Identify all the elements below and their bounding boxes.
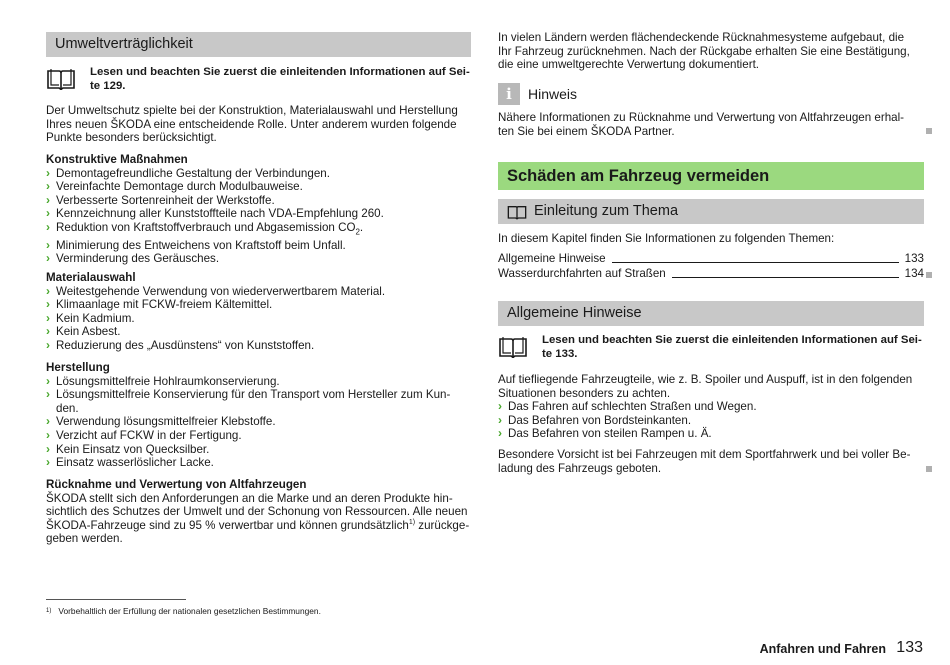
chevron-right-icon: ›	[46, 219, 50, 234]
book-icon	[507, 204, 527, 220]
group-heading: Materialauswahl	[46, 271, 136, 284]
footer-chapter-title: Anfahren und Fahren	[759, 642, 886, 656]
chevron-right-icon: ›	[46, 206, 50, 221]
chevron-right-icon: ›	[46, 337, 50, 352]
chevron-right-icon: ›	[46, 387, 50, 402]
list-item: › Demontagefreundliche Gestaltung der Verbindungen.	[46, 165, 330, 180]
end-marker	[926, 466, 932, 472]
book-icon	[46, 67, 76, 91]
list-item: › Verminderung des Geräusches.	[46, 251, 220, 266]
book-icon	[498, 335, 528, 359]
info-title: Hinweis	[528, 86, 578, 102]
list-item: › Kennzeichnung aller Kunststoffteile nach VDA-Empfehlung 260.	[46, 206, 384, 221]
list-item: › Lösungsmittelfreie Hohlraumkonservierung.	[46, 373, 280, 388]
end-marker	[926, 272, 932, 278]
chevron-right-icon: ›	[498, 412, 502, 427]
group-heading: Konstruktive Maßnahmen	[46, 153, 188, 166]
group-heading: Herstellung	[46, 361, 110, 374]
read-first-page-ref[interactable]: te 133.	[542, 347, 578, 360]
intro-paragraph: Der Umweltschutz spielte bei der Konstruktion, Materialauswahl und Herstellung Ihres neuen ŠKODA eine entscheidende Rolle. Unter anderem wurden folgende Punkte besonders berücksichtigt.	[46, 104, 458, 145]
list-item: › Klimaanlage mit FCKW-freiem Kältemittel.	[46, 297, 273, 312]
chevron-right-icon: ›	[46, 414, 50, 429]
intro-text: In diesem Kapitel finden Sie Informationen zu folgenden Themen:	[498, 232, 835, 245]
toc-entry[interactable]: Allgemeine Hinweise 133	[498, 252, 924, 265]
caution-paragraph: Besondere Vorsicht ist bei Fahrzeugen mit dem Sportfahrwerk und bei voller Be- ladung des Fahrzeugs geboten.	[498, 448, 911, 475]
footnote: $^{1)}$ Vorbehaltlich der Erfüllung der nationalen gesetzlichen Bestimmungen.	[46, 606, 321, 616]
read-first-note: Lesen und beachten Sie zuerst die einleitenden Informationen auf Sei- te 129.	[90, 66, 470, 92]
chevron-right-icon: ›	[46, 192, 50, 207]
chevron-right-icon: ›	[46, 251, 50, 266]
list-item: › Weitestgehende Verwendung von wiederverwertbarem Material.	[46, 283, 386, 298]
chevron-right-icon: ›	[498, 426, 502, 441]
group-materials	[46, 271, 471, 353]
group-recycling: Rücknahme und Verwertung von Altfahrzeugen ŠKODA stellt sich den Anforderungen an die Marke und an deren Produkte hin- sichtlich des Schutzes der Umwelt und der Schonung von Ressourcen. Alle neuen ŠKODA-Fahrzeuge sind zu 95 % verwertbar und können grundsätzlich$^{1)}$ zurückge- geben werden.	[46, 478, 470, 546]
general-heading: Allgemeine Hinweise	[498, 301, 924, 326]
footnote-marker[interactable]: 1)	[408, 518, 416, 526]
list-item: › Das Fahren auf schlechten Straßen und Wegen.	[498, 399, 757, 414]
footnote-divider	[46, 599, 186, 600]
info-icon: i	[498, 83, 520, 105]
chevron-right-icon: ›	[46, 237, 50, 252]
chevron-right-icon: ›	[46, 179, 50, 194]
general-paragraph: Auf tiefliegende Fahrzeugteile, wie z. B. Spoiler und Auspuff, ist in den folgenden Situationen besonders zu achten. › Das Fahren auf schlechten Straßen und Wegen. › Das Befahren von Bordsteinkanten. › Das Befahren von steilen Rampen u. Ä.	[498, 373, 924, 441]
list-item: › Minimierung des Entweichens von Kraftstoff beim Unfall.	[46, 237, 346, 252]
list-item: › Einsatz wasserlöslicher Lacke.	[46, 455, 214, 470]
section-heading-environment: Umweltverträglichkeit	[46, 32, 471, 57]
chevron-right-icon: ›	[46, 455, 50, 470]
list-item: › Das Befahren von Bordsteinkanten.	[498, 412, 692, 427]
page-number: 133	[896, 639, 923, 656]
list-item: › Reduktion von Kraftstoffverbrauch und Abgasemission $CO_2$.	[46, 221, 471, 239]
list-item: › Verzicht auf FCKW in der Fertigung.	[46, 427, 242, 442]
chevron-right-icon: ›	[46, 165, 50, 180]
list-item: › Das Befahren von steilen Rampen u. Ä.	[498, 426, 712, 441]
chevron-right-icon: ›	[46, 324, 50, 339]
chevron-right-icon: ›	[46, 441, 50, 456]
group-construction	[46, 153, 471, 266]
list-item: › Vereinfachte Demontage durch Modulbauweise.	[46, 179, 303, 194]
chevron-right-icon: ›	[498, 399, 502, 414]
read-first-note: Lesen und beachten Sie zuerst die einleitenden Informationen auf Sei- te 133.	[542, 334, 924, 361]
list-item: › Reduzierung des „Ausdünstens“ von Kunststoffen.	[46, 337, 315, 352]
list-item: › Verbesserte Sortenreinheit der Werkstoffe.	[46, 192, 275, 207]
list-item: › Kein Einsatz von Quecksilber.	[46, 441, 210, 456]
chevron-right-icon: ›	[46, 283, 50, 298]
chevron-right-icon: ›	[46, 297, 50, 312]
list-item: › Verwendung lösungsmittelfreier Klebstoffe.	[46, 414, 276, 429]
group-manufacturing	[46, 361, 471, 470]
chevron-right-icon: ›	[46, 373, 50, 388]
read-first-page-ref[interactable]: te 129.	[90, 79, 126, 92]
recycling-systems-paragraph: In vielen Ländern werden flächendeckende Rücknahmesysteme aufgebaut, die Ihr Fahrzeug zurücknehmen. Nach der Rückgabe erhalten Sie eine Bestätigung, die eine umweltgerechte Verwertung dokumentiert.	[498, 31, 910, 72]
list-item: › Lösungsmittelfreie Konservierung für den Transport vom Hersteller zum Kun- den.	[46, 387, 451, 415]
list-item: › Kein Asbest.	[46, 324, 121, 339]
info-text: Nähere Informationen zu Rücknahme und Verwertung von Altfahrzeugen erhal- ten Sie bei einem ŠKODA Partner.	[498, 111, 905, 138]
toc-entry[interactable]: Wasserdurchfahrten auf Straßen 134	[498, 267, 924, 280]
intro-heading: Einleitung zum Thema	[498, 199, 924, 224]
end-marker	[926, 128, 932, 134]
chapter-heading: Schäden am Fahrzeug vermeiden	[498, 162, 924, 190]
group-heading: Rücknahme und Verwertung von Altfahrzeugen	[46, 478, 307, 491]
chevron-right-icon: ›	[46, 427, 50, 442]
chevron-right-icon: ›	[46, 310, 50, 325]
list-item: › Kein Kadmium.	[46, 310, 135, 325]
